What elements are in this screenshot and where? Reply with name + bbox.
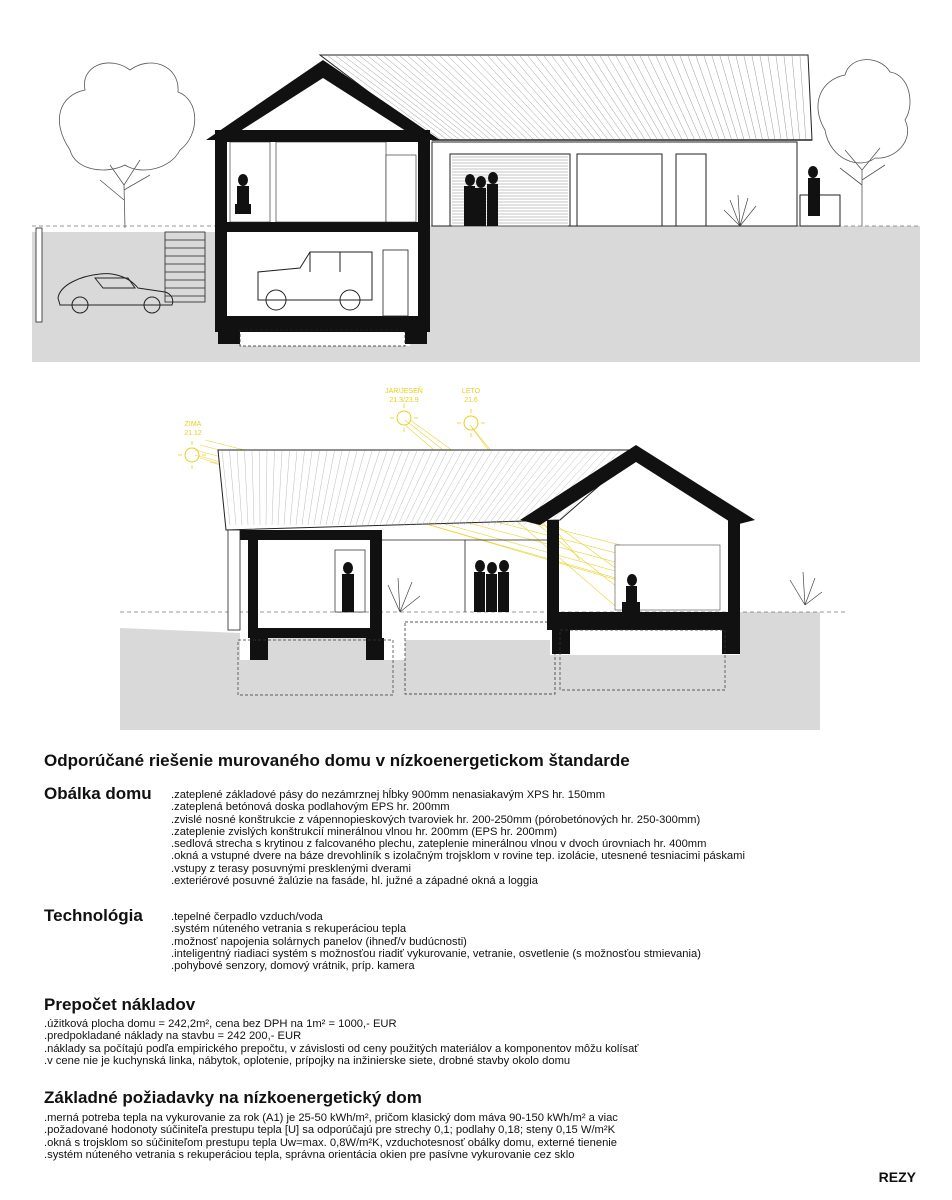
section-shrubs xyxy=(388,572,822,612)
technologia-title: Technológia xyxy=(44,906,143,925)
list-item: .úžitková plocha domu = 242,2m², cena bez DPH na 1m² = 1000,- EUR xyxy=(44,1018,397,1030)
list-item: .zateplená betónová doska podlahovým EPS hr. 200mm xyxy=(171,801,450,814)
list-item: .systém núteného vetrania s rekuperáciou tepla, správna orientácia okien pre pasívne vykurovanie cez sklo xyxy=(44,1148,575,1161)
list-item: .tepelné čerpadlo vzduch/voda xyxy=(171,911,323,923)
list-item: .exteriérové posuvné žalúzie na fasáde, hl. južné a západné okná a loggia xyxy=(171,875,538,888)
list-item: .pohybové senzory, domový vrátnik, príp. kamera xyxy=(171,960,415,973)
list-item: .zateplené základové pásy do nezámrznej hĺbky 900mm nenasiakavým XPS hr. 150mm xyxy=(171,789,606,801)
list-item: .požadované hodonoty súčiniteľa prestupu tepla [U] sa odporúčajú pre strechy 0,1; podlahy 0,18; steny 0,15 W/m²K xyxy=(44,1124,616,1137)
technologia-list xyxy=(171,907,701,972)
sun-date-zima: 21.12 xyxy=(184,430,202,437)
house-elevation-drawing xyxy=(0,0,952,370)
prepocet-title: Prepočet nákladov xyxy=(44,995,196,1014)
list-item: .okná a vstupné dvere na báze drevohliník s izolačným trojsklom v rovine tep. izolácie, utesnené tesniacimi páskami xyxy=(171,850,745,863)
list-item: .náklady sa počítajú podľa empirického prepočtu, v závislosti od ceny použitých materiálov a komponentov môžu kolísať xyxy=(44,1042,639,1055)
obalka-title: Obálka domu xyxy=(44,784,152,803)
list-item: .možnosť napojenia solárnych panelov (ihneď/v budúcnosti) xyxy=(171,935,467,948)
poziadavky-list xyxy=(44,1112,618,1161)
list-item: .v cene nie je kuchynská linka, nábytok, oplotenie, prípojky na inžinierske siete, drobné stavby okolo domu xyxy=(44,1054,571,1067)
sun-date-jar: 21.3/23.9 xyxy=(389,397,419,404)
list-item: .zvislé nosné konštrukcie z vápennopieskových tvaroviek hr. 200-250mm (pórobetónových hr. 250-300mm) xyxy=(171,813,701,826)
sun-label-zima: ZIMA xyxy=(184,421,202,428)
sun-label-leto: LETO xyxy=(461,388,481,395)
list-item: .inteligentný riadiaci systém s možnosťou riadiť vykurovanie, vetranie, osvetlenie (s možnosťou stmievania) xyxy=(171,947,701,960)
list-item: .sedlová strecha s krytinou z falcovaného plechu, zateplenie minerálnou vlnou v dvoch úrovniach hr. 400mm xyxy=(171,838,707,851)
section-people xyxy=(342,560,640,612)
suv-outline-icon xyxy=(258,252,372,310)
technologia-section xyxy=(44,907,701,972)
house-main-roof xyxy=(320,55,812,140)
list-item: .predpokladané náklady na stavbu = 242 200,- EUR xyxy=(44,1030,302,1043)
page-title: Odporúčané riešenie murovaného domu v nízkoenergetickom štandarde xyxy=(44,751,630,770)
obalka-section xyxy=(44,785,745,887)
prepocet-list xyxy=(44,1018,639,1067)
obalka-list xyxy=(171,785,745,887)
list-item: .vstupy z terasy posuvnými presklenými dverami xyxy=(171,862,411,875)
list-item: .zateplenie zvislých konštrukcií minerálnou vlnou hr. 200mm (EPS hr. 200mm) xyxy=(171,825,558,838)
sheet-label: REZY xyxy=(878,1169,916,1185)
list-item: .okná s trojsklom so súčiniteľom prestupu tepla Uw=max. 0,8W/m²K, vzduchotesnosť obálky domu, externé tienenie xyxy=(44,1136,618,1149)
sun-date-leto: 21.6 xyxy=(464,397,478,404)
tree-left-icon xyxy=(59,63,194,228)
list-item: .systém núteného vetrania s rekuperáciou tepla xyxy=(171,923,407,936)
sun-label-jar: JAR/JESEŇ xyxy=(385,388,423,395)
list-item: .merná potreba tepla na vykurovanie za rok (A1) je 25-50 kWh/m², pričom klasický dom máva 90-150 kWh/m² a viac xyxy=(44,1112,618,1124)
poziadavky-title: Základné požiadavky na nízkoenergetický dom xyxy=(44,1088,422,1107)
cross-section-drawing xyxy=(0,375,952,740)
